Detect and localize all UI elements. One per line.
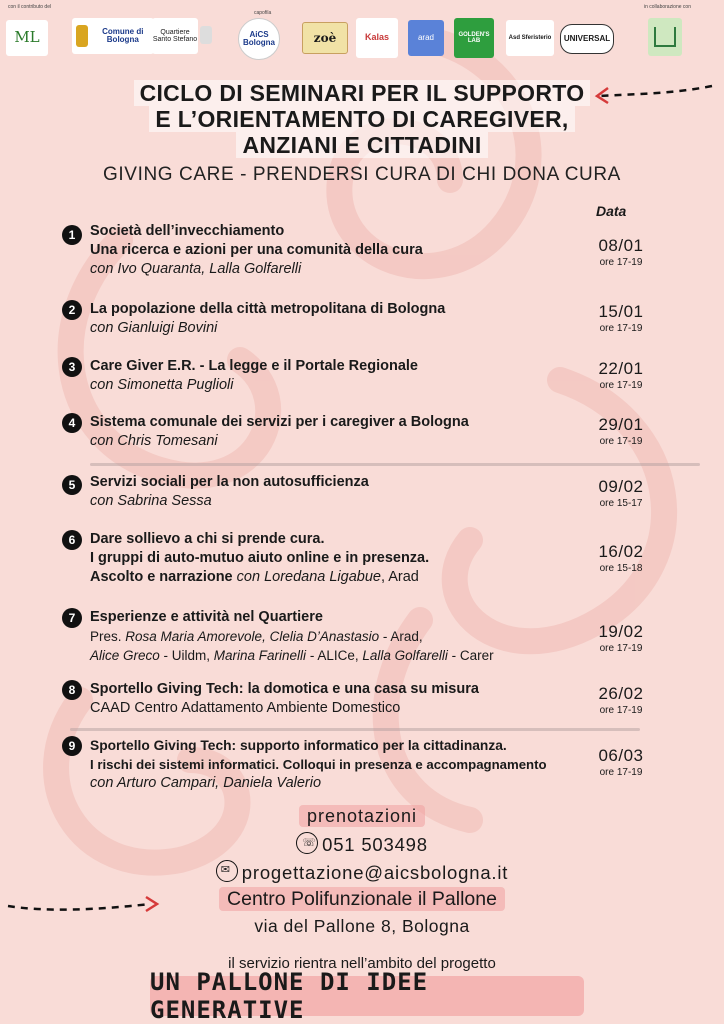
seminar-date — [582, 302, 660, 334]
seminar-subtitle: I rischi dei sistemi informatici. Colloqui in presenza e accompagnamento — [90, 757, 547, 772]
divider — [70, 728, 640, 731]
sferisterio-logo: Asd Sferisterio — [506, 20, 554, 56]
seminar-speakers: con Ivo Quaranta, Lalla Golfarelli — [90, 261, 302, 277]
seminar-text — [90, 680, 590, 718]
date-column-header: Data — [596, 203, 627, 219]
seminar-date — [582, 477, 660, 509]
seminar-title: Servizi sociali per la non autosufficienza — [90, 474, 369, 490]
zoe-logo: zoè — [302, 22, 348, 54]
title-line-1: CICLO DI SEMINARI PER IL SUPPORTO — [134, 80, 591, 106]
venue-address: via del Pallone 8, Bologna — [254, 916, 470, 936]
seminar-title: Esperienze e attività nel Quartiere — [90, 609, 323, 625]
speaker-name: Alice Greco — [90, 648, 160, 663]
seminar-speakers-1 — [90, 627, 590, 646]
dashed-arrow-top — [592, 80, 718, 110]
speaker-org: - Arad, — [379, 629, 423, 644]
comune-name: Comune di Bologna — [102, 26, 144, 44]
phone-row — [0, 832, 724, 856]
seminar-speakers: con Arturo Campari, Daniela Valerio — [90, 775, 322, 791]
date-time: ore 17-19 — [599, 257, 643, 268]
seminar-title: Sportello Giving Tech: supporto informatico per la cittadinanza. — [90, 738, 507, 753]
golden-lab-logo: GOLDEN'S LAB — [454, 18, 494, 58]
project-name: UN PALLONE DI IDEE GENERATIVE — [150, 968, 429, 1024]
speaker-org: - ALICe, — [306, 648, 363, 663]
seminar-text — [90, 736, 610, 793]
kalas-logo: Kalas — [356, 18, 398, 58]
title-line-3: ANZIANI E CITTADINI — [236, 132, 487, 158]
capofila-caption: capofila — [254, 10, 272, 16]
seminar-date — [582, 415, 660, 447]
seminar-speakers — [90, 568, 590, 587]
seminar-title: Care Giver E.R. - La legge e il Portale Regionale — [90, 358, 418, 374]
date-day: 08/01 — [598, 236, 644, 255]
seminar-speakers: CAAD Centro Adattamento Ambiente Domestico — [90, 700, 401, 716]
seminar-title: La popolazione della città metropolitana di Bologna — [90, 301, 446, 317]
seminar-speakers: con Sabrina Sessa — [90, 493, 212, 509]
project-note: il servizio rientra nell’ambito del progetto — [228, 955, 496, 972]
date-day: 06/03 — [598, 746, 644, 765]
booking-label — [0, 806, 724, 827]
seminar-number: 2 — [62, 300, 82, 320]
seminar-speakers: con Chris Tomesani — [90, 433, 218, 449]
speaker-name: Lalla Golfarelli — [362, 648, 448, 663]
seminar-text — [90, 357, 590, 395]
seminar-text — [90, 222, 590, 279]
seminar-number: 6 — [62, 530, 82, 550]
seminar-date — [582, 622, 660, 654]
ml-logo: ML — [6, 20, 48, 56]
seminar-text — [90, 300, 590, 338]
date-day: 26/02 — [598, 684, 644, 703]
divider — [90, 463, 700, 466]
seminar-5 — [62, 473, 660, 517]
date-time: ore 15-17 — [599, 498, 643, 509]
seminar-title: Sportello Giving Tech: la domotica e una casa su misura — [90, 681, 479, 697]
speaker-name: Rosa Maria Amorevole, Clelia D’Anastasio — [125, 629, 380, 644]
shield-icon — [200, 26, 212, 44]
email-address[interactable]: progettazione@aicsbologna.it — [241, 862, 509, 883]
collab-caption: in collaborazione con — [644, 4, 691, 10]
seminar-3 — [62, 357, 660, 401]
project-banner — [150, 968, 584, 1024]
seminar-number: 4 — [62, 413, 82, 433]
seminar-date — [582, 746, 660, 778]
speaker-org: - Carer — [447, 648, 494, 663]
seminar-subtitle: I gruppi di auto-mutuo aiuto online e in presenza. — [90, 550, 430, 566]
date-day: 22/01 — [598, 359, 644, 378]
seminar-topic: Ascolto e narrazione — [90, 569, 233, 585]
date-day: 09/02 — [598, 477, 644, 496]
seminar-8 — [62, 680, 660, 724]
date-time: ore 17-19 — [599, 323, 643, 334]
seminar-number: 1 — [62, 225, 82, 245]
arad-logo: arad — [408, 20, 444, 56]
date-time: ore 17-19 — [599, 380, 643, 391]
phone-icon: ☏ — [296, 832, 318, 854]
seminar-number: 5 — [62, 475, 82, 495]
speaker-org: , Arad — [380, 569, 419, 585]
crest-icon — [76, 25, 88, 47]
quartiere-logo: Quartiere Santo Stefano — [152, 18, 198, 54]
seminar-7 — [62, 608, 660, 670]
email-row — [0, 860, 724, 884]
date-time: ore 17-19 — [599, 705, 643, 716]
date-day: 16/02 — [598, 542, 644, 561]
seminar-text — [90, 530, 590, 587]
universal-logo: UNIVERSAL — [560, 24, 614, 54]
date-time: ore 15-18 — [599, 563, 643, 574]
seminar-speakers-2 — [90, 646, 590, 665]
page-title — [60, 80, 664, 158]
seminar-date — [582, 359, 660, 391]
speaker-org: - Uildm, — [159, 648, 214, 663]
date-time: ore 17-19 — [599, 643, 643, 654]
seminar-number: 3 — [62, 357, 82, 377]
aics-logo: AiCS Bologna — [238, 18, 280, 60]
subtitle: GIVING CARE - PRENDERSI CURA DI CHI DONA CURA — [103, 164, 621, 185]
venue-row — [0, 888, 724, 911]
seminar-title: Società dell’invecchiamento — [90, 223, 285, 239]
seminar-subtitle: Una ricerca e azioni per una comunità della cura — [90, 242, 423, 258]
logos-row — [6, 4, 718, 60]
seminar-text — [90, 608, 590, 665]
seminar-speakers: con Gianluigi Bovini — [90, 320, 218, 336]
date-day: 15/01 — [598, 302, 644, 321]
seminar-number: 7 — [62, 608, 82, 628]
phone-number[interactable]: 051 503498 — [322, 834, 428, 855]
seminar-4 — [62, 413, 660, 457]
seminar-title: Sistema comunale dei servizi per i caregiver a Bologna — [90, 414, 469, 430]
seminar-9 — [62, 736, 660, 798]
seminar-speakers: con Simonetta Puglioli — [90, 377, 234, 393]
speaker-name: Marina Farinelli — [213, 648, 307, 663]
date-day: 29/01 — [598, 415, 644, 434]
venue-name: Centro Polifunzionale il Pallone — [219, 887, 505, 911]
speaker-name: con Loredana Ligabue — [236, 569, 381, 585]
seminar-title: Dare sollievo a chi si prende cura. — [90, 531, 325, 547]
email-icon: ✉ — [216, 860, 238, 882]
seminar-text — [90, 413, 590, 451]
seminar-6 — [62, 530, 660, 592]
comune-logo — [72, 18, 154, 54]
seminar-date — [582, 236, 660, 268]
pres-label: Pres. — [90, 629, 126, 644]
date-time: ore 17-19 — [599, 436, 643, 447]
seminar-1 — [62, 222, 660, 286]
date-day: 19/02 — [598, 622, 644, 641]
title-line-2: E L’ORIENTAMENTO DI CAREGIVER, — [149, 106, 574, 132]
contributo-caption: con il contributo del — [8, 4, 52, 10]
seminar-number: 8 — [62, 680, 82, 700]
seminar-number: 9 — [62, 736, 82, 756]
seminar-date — [582, 684, 660, 716]
carer-logo — [648, 18, 682, 56]
seminar-date — [582, 542, 660, 574]
date-time: ore 17-19 — [599, 767, 643, 778]
house-icon — [654, 27, 676, 47]
seminar-2 — [62, 300, 660, 344]
prenotazioni-label: prenotazioni — [299, 805, 425, 827]
seminar-text — [90, 473, 590, 511]
